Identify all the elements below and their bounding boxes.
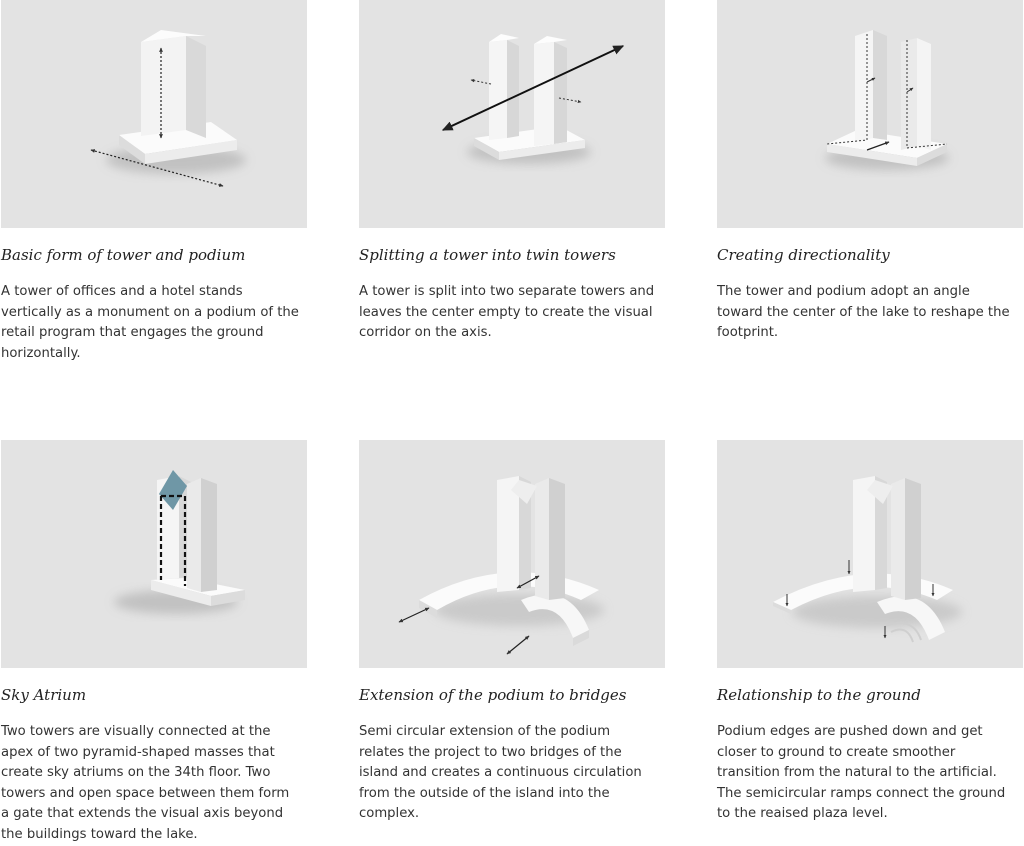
panel-title: Relationship to the ground (717, 686, 921, 704)
diagram-basic-form (1, 0, 307, 228)
panel-title: Creating directionality (717, 246, 890, 264)
panel-title: Extension of the podium to bridges (359, 686, 627, 704)
panel-description: Podium edges are pushed down and get closer to ground to create smoother transition from the natural to the artificial. The semicircular ramps connect the ground to the reaised plaza level. (717, 724, 1006, 821)
diagram-ground-relationship (717, 440, 1023, 668)
diagram-directionality (717, 0, 1023, 228)
diagram-bridges (359, 440, 665, 668)
diagram-twin-towers (359, 0, 665, 228)
panel-description: A tower of offices and a hotel stands vertically as a monument on a podium of the retail program that engages the ground horizontally. (1, 284, 299, 361)
panel-title: Splitting a tower into twin towers (359, 246, 616, 264)
panel-title: Sky Atrium (1, 686, 87, 704)
panel-description: A tower is split into two separate towers and leaves the center empty to create the visual corridor on the axis. (359, 284, 655, 340)
panel-description: Two towers are visually connected at the apex of two pyramid-shaped masses that create sky atriums on the 34th floor. Two towers and open space between them form a gate that extends the visual axis beyond the buildings toward the lake. (1, 724, 290, 842)
panel-description: The tower and podium adopt an angle toward the center of the lake to reshape the footprint. (717, 284, 1010, 340)
panel-title: Basic form of tower and podium (1, 246, 246, 264)
diagram-sky-atrium (1, 440, 307, 668)
panel-description: Semi circular extension of the podium relates the project to two bridges of the island and creates a continuous circulation from the outside of the island into the complex. (359, 724, 642, 821)
